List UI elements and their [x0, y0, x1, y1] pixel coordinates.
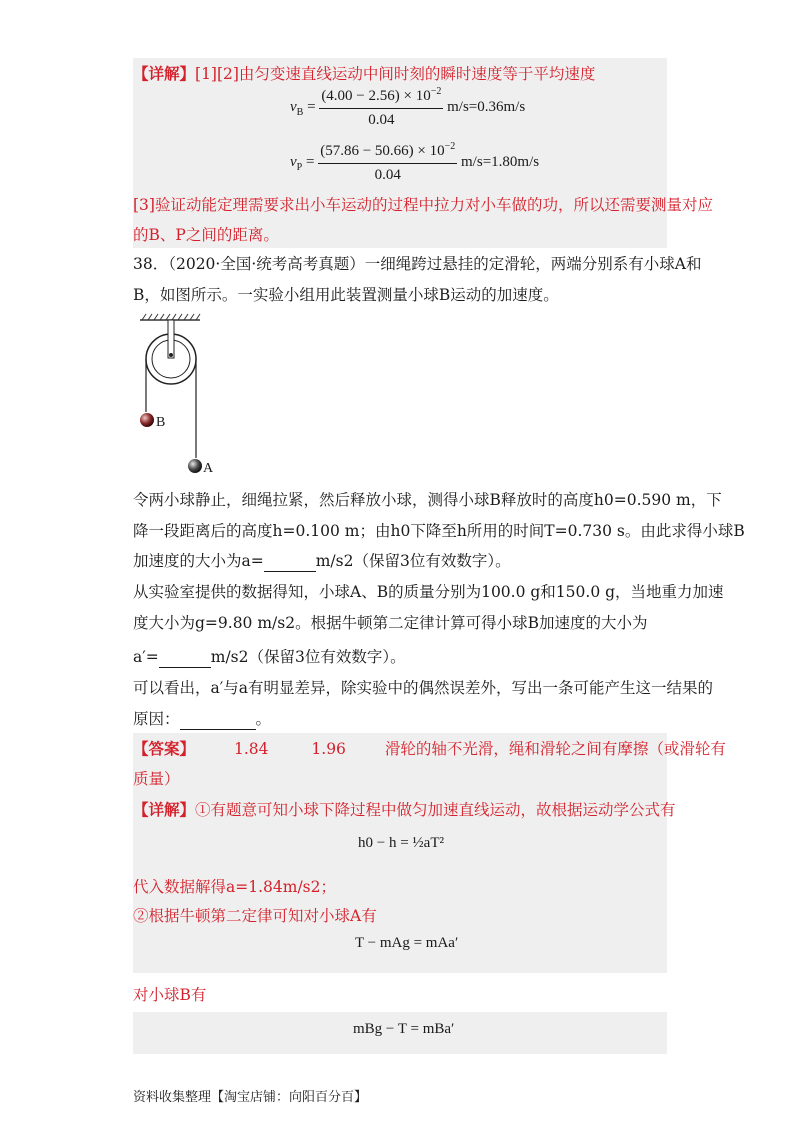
answer-value-1: 1.84 [233, 740, 269, 758]
detail1-line3b: 的B、P之间的距离。 [133, 226, 279, 244]
footer-text: 资料收集整理【淘宝店铺：向阳百分百】 [133, 1090, 368, 1105]
equation-vp: $v_P$ = $\frac{(57.86 - 50.66) \times 10^{-2}}{0.04}$ m/s=1.80m/s [290, 141, 540, 183]
detail1-text: [1][2]由匀变速直线运动中间时刻的瞬时速度等于平均速度 [195, 65, 596, 83]
pulley-bracket [168, 320, 174, 358]
answer-blank-a[interactable] [264, 551, 316, 572]
answer-blank-reason[interactable] [180, 709, 256, 730]
detail2-line: 【详解】①有题意可知小球下降过程中做匀加速直线运动，故根据运动学公式有 [133, 800, 676, 819]
question-p8: 原因： 。 [133, 710, 272, 728]
question-p5: 度大小为g=9.80 m/s2。根据牛顿第二定律计算可得小球B加速度的大小为 [133, 614, 648, 632]
ball-b [140, 413, 154, 427]
label-b: B [156, 415, 166, 430]
answer-reason-b: 质量） [133, 770, 180, 788]
answer-line [133, 739, 726, 759]
ceiling-hatch [140, 314, 200, 320]
detail1-line3a: [3]验证动能定理需要求出小车运动的过程中拉力对小车做的功，所以还需要测量对应 [133, 196, 713, 214]
question-p1: 令两小球静止，细绳拉紧，然后释放小球，测得小球B释放时的高度h0=0.590 m，下 [133, 491, 722, 509]
question-p4: 从实验室提供的数据得知，小球A、B的质量分别为100.0 g和150.0 g，当地重力加速 [133, 583, 724, 601]
ball-a [188, 459, 202, 473]
answer-blank-a-prime[interactable] [159, 647, 211, 668]
equation-kinematic: h0 − h = ½aT² [358, 835, 444, 851]
detail2-line3: 对小球B有 [133, 986, 207, 1004]
detail1-line [133, 64, 595, 84]
detail2-label: 【详解】 [133, 800, 196, 819]
detail2-line2: ②根据牛顿第二定律可知对小球A有 [133, 907, 377, 925]
question-p3: 加速度的大小为a= m/s2（保留3位有效数字）。 [133, 552, 511, 570]
equation-ball-b: mBg − T = mBa′ [353, 1021, 455, 1037]
answer-label: 【答案】 [133, 739, 196, 758]
question-p6: a′= m/s2（保留3位有效数字）。 [133, 648, 406, 666]
question-line2: B，如图所示。一实验小组用此装置测量小球B运动的加速度。 [133, 286, 559, 304]
answer-reason-a: 滑轮的轴不光滑，绳和滑轮之间有摩擦（或滑轮有 [384, 740, 726, 758]
equation-vb: $v_B$ = $\frac{(4.00 - 2.56) \times 10^{-2}}{0.04}$ m/s=0.36m/s [290, 86, 526, 128]
question-p7: 可以看出，a′与a有明显差异，除实验中的偶然误差外，写出一条可能产生这一结果的 [133, 679, 714, 697]
question-p2: 降一段距离后的高度h=0.100 m；由h0下降至h所用的时间T=0.730 s。由此求得小球B [133, 522, 745, 540]
answer-value-2: 1.96 [311, 740, 346, 758]
detail2-sub-line: 代入数据解得a=1.84m/s2； [133, 878, 336, 896]
question-line1: 38．（2020·全国·统考高考真题）一细绳跨过悬挂的定滑轮，两端分别系有小球A和 [133, 255, 702, 273]
equation-ball-a: T − mAg = mAa′ [355, 935, 459, 951]
label-a: A [203, 461, 214, 476]
detail1-label: 【详解】 [133, 64, 196, 83]
pulley-diagram [138, 310, 228, 480]
